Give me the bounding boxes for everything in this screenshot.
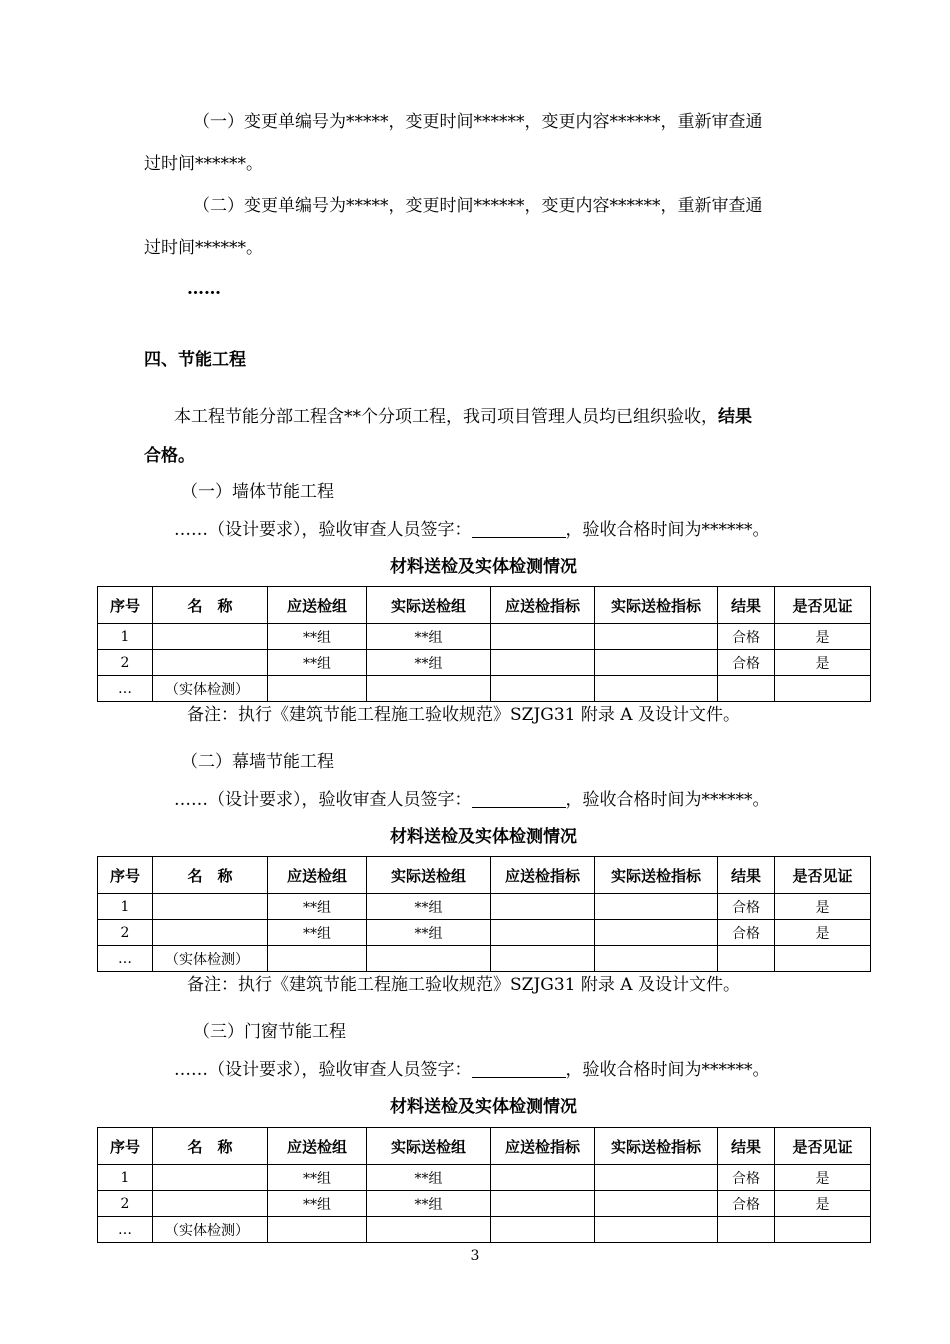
cell: 是 xyxy=(775,650,871,676)
cell xyxy=(153,650,268,676)
section-intro-text: 本工程节能分部工程含**个分项工程，我司项目管理人员均已组织验收， xyxy=(174,407,718,427)
cell xyxy=(491,1165,595,1191)
cell: 1 xyxy=(98,1165,153,1191)
col-seq: 序号 xyxy=(98,1128,153,1165)
cell: **组 xyxy=(268,624,367,650)
table-row xyxy=(98,1191,871,1217)
section-intro-result: 结果 xyxy=(718,407,752,427)
cell xyxy=(775,946,871,972)
cell xyxy=(268,1217,367,1243)
req-prefix: ……（设计要求），验收审查人员签字： xyxy=(174,790,472,810)
col-result: 结果 xyxy=(718,857,775,894)
col-required-groups: 应送检组 xyxy=(268,587,367,624)
cell xyxy=(775,676,871,702)
col-seq: 序号 xyxy=(98,587,153,624)
table-1-title: 材料送检及实体检测情况 xyxy=(390,557,577,577)
section-intro-pass: 合格。 xyxy=(144,446,195,466)
cell xyxy=(718,946,775,972)
cell: **组 xyxy=(367,920,491,946)
cell xyxy=(595,920,718,946)
change-1-line1: （一）变更单编号为*****，变更时间******，变更内容******，重新审查通 xyxy=(193,112,763,132)
cell xyxy=(367,946,491,972)
cell: 2 xyxy=(98,1191,153,1217)
cell: 合格 xyxy=(718,920,775,946)
req-suffix: ，验收合格时间为******。 xyxy=(565,1060,770,1080)
cell: **组 xyxy=(268,650,367,676)
col-name: 名 称 xyxy=(153,857,268,894)
cell xyxy=(491,946,595,972)
cell: 是 xyxy=(775,920,871,946)
table-row xyxy=(98,1165,871,1191)
table-3-title: 材料送检及实体检测情况 xyxy=(390,1097,577,1117)
cell: … xyxy=(98,676,153,702)
inspection-table-1 xyxy=(97,586,871,702)
cell: **组 xyxy=(268,920,367,946)
cell xyxy=(595,624,718,650)
col-result: 结果 xyxy=(718,587,775,624)
cell xyxy=(153,1191,268,1217)
cell xyxy=(153,920,268,946)
table-header-row xyxy=(98,587,871,624)
req-prefix: ……（设计要求），验收审查人员签字： xyxy=(174,520,472,540)
change-2-line1: （二）变更单编号为*****，变更时间******，变更内容******，重新审查通 xyxy=(193,196,763,216)
col-actual-indicators: 实际送检指标 xyxy=(595,1128,718,1165)
cell xyxy=(595,650,718,676)
col-actual-indicators: 实际送检指标 xyxy=(595,587,718,624)
cell xyxy=(718,1217,775,1243)
req-suffix: ，验收合格时间为******。 xyxy=(565,790,770,810)
cell xyxy=(595,946,718,972)
signature-line xyxy=(472,521,566,538)
cell: 合格 xyxy=(718,1191,775,1217)
cell: 合格 xyxy=(718,624,775,650)
cell: **组 xyxy=(367,1165,491,1191)
cell xyxy=(153,624,268,650)
table-1-note: 备注：执行《建筑节能工程施工验收规范》SZJG31 附录 A 及设计文件。 xyxy=(187,705,740,725)
req-suffix: ，验收合格时间为******。 xyxy=(565,520,770,540)
cell xyxy=(491,624,595,650)
inspection-table-3 xyxy=(97,1127,871,1243)
cell xyxy=(153,1165,268,1191)
cell: **组 xyxy=(367,1191,491,1217)
col-required-indicators: 应送检指标 xyxy=(491,1128,595,1165)
table-header-row xyxy=(98,1128,871,1165)
cell: **组 xyxy=(268,1165,367,1191)
cell xyxy=(367,1217,491,1243)
change-1-line2: 过时间******。 xyxy=(144,154,263,174)
cell: 是 xyxy=(775,894,871,920)
cell xyxy=(775,1217,871,1243)
cell: 是 xyxy=(775,1165,871,1191)
col-required-groups: 应送检组 xyxy=(268,857,367,894)
cell: 1 xyxy=(98,624,153,650)
cell xyxy=(595,1191,718,1217)
col-seq: 序号 xyxy=(98,857,153,894)
cell xyxy=(491,1191,595,1217)
req-prefix: ……（设计要求），验收审查人员签字： xyxy=(174,1060,472,1080)
col-witnessed: 是否见证 xyxy=(775,1128,871,1165)
subsection-1-title: （一）墙体节能工程 xyxy=(181,482,334,502)
cell: 合格 xyxy=(718,650,775,676)
cell: 1 xyxy=(98,894,153,920)
table-header-row xyxy=(98,857,871,894)
cell: **组 xyxy=(268,894,367,920)
signature-line xyxy=(472,1061,566,1078)
cell: （实体检测） xyxy=(153,676,268,702)
cell xyxy=(718,676,775,702)
col-witnessed: 是否见证 xyxy=(775,857,871,894)
cell: **组 xyxy=(367,894,491,920)
cell xyxy=(491,920,595,946)
cell: 2 xyxy=(98,650,153,676)
table-row xyxy=(98,650,871,676)
section-title: 四、节能工程 xyxy=(144,350,246,370)
cell xyxy=(491,894,595,920)
subsection-3-requirement xyxy=(174,1060,770,1080)
cell xyxy=(595,1165,718,1191)
cell xyxy=(595,676,718,702)
cell: 是 xyxy=(775,624,871,650)
col-name: 名 称 xyxy=(153,1128,268,1165)
cell: 是 xyxy=(775,1191,871,1217)
cell: 合格 xyxy=(718,894,775,920)
col-required-groups: 应送检组 xyxy=(268,1128,367,1165)
cell: 2 xyxy=(98,920,153,946)
col-actual-groups: 实际送检组 xyxy=(367,857,491,894)
cell xyxy=(491,676,595,702)
col-required-indicators: 应送检指标 xyxy=(491,587,595,624)
table-row xyxy=(98,624,871,650)
table-row xyxy=(98,894,871,920)
cell: … xyxy=(98,1217,153,1243)
col-result: 结果 xyxy=(718,1128,775,1165)
ellipsis: …… xyxy=(187,279,221,299)
cell xyxy=(153,894,268,920)
table-row xyxy=(98,1217,871,1243)
cell: … xyxy=(98,946,153,972)
table-row xyxy=(98,946,871,972)
subsection-2-title: （二）幕墙节能工程 xyxy=(181,752,334,772)
col-actual-indicators: 实际送检指标 xyxy=(595,857,718,894)
subsection-1-requirement xyxy=(174,520,770,540)
col-witnessed: 是否见证 xyxy=(775,587,871,624)
section-intro xyxy=(174,407,752,427)
cell xyxy=(367,676,491,702)
cell: 合格 xyxy=(718,1165,775,1191)
cell xyxy=(268,676,367,702)
table-row xyxy=(98,920,871,946)
cell: **组 xyxy=(367,624,491,650)
subsection-3-title: （三）门窗节能工程 xyxy=(193,1022,346,1042)
cell: （实体检测） xyxy=(153,946,268,972)
cell: **组 xyxy=(268,1191,367,1217)
cell xyxy=(491,650,595,676)
col-required-indicators: 应送检指标 xyxy=(491,857,595,894)
inspection-table-2 xyxy=(97,856,871,972)
table-row xyxy=(98,676,871,702)
cell xyxy=(595,1217,718,1243)
cell xyxy=(268,946,367,972)
cell xyxy=(491,1217,595,1243)
col-actual-groups: 实际送检组 xyxy=(367,587,491,624)
subsection-2-requirement xyxy=(174,790,770,810)
col-actual-groups: 实际送检组 xyxy=(367,1128,491,1165)
col-name: 名 称 xyxy=(153,587,268,624)
signature-line xyxy=(472,791,566,808)
cell xyxy=(595,894,718,920)
table-2-title: 材料送检及实体检测情况 xyxy=(390,827,577,847)
page-number: 3 xyxy=(470,1248,480,1264)
cell: **组 xyxy=(367,650,491,676)
cell: （实体检测） xyxy=(153,1217,268,1243)
table-2-note: 备注：执行《建筑节能工程施工验收规范》SZJG31 附录 A 及设计文件。 xyxy=(187,975,740,995)
change-2-line2: 过时间******。 xyxy=(144,238,263,258)
